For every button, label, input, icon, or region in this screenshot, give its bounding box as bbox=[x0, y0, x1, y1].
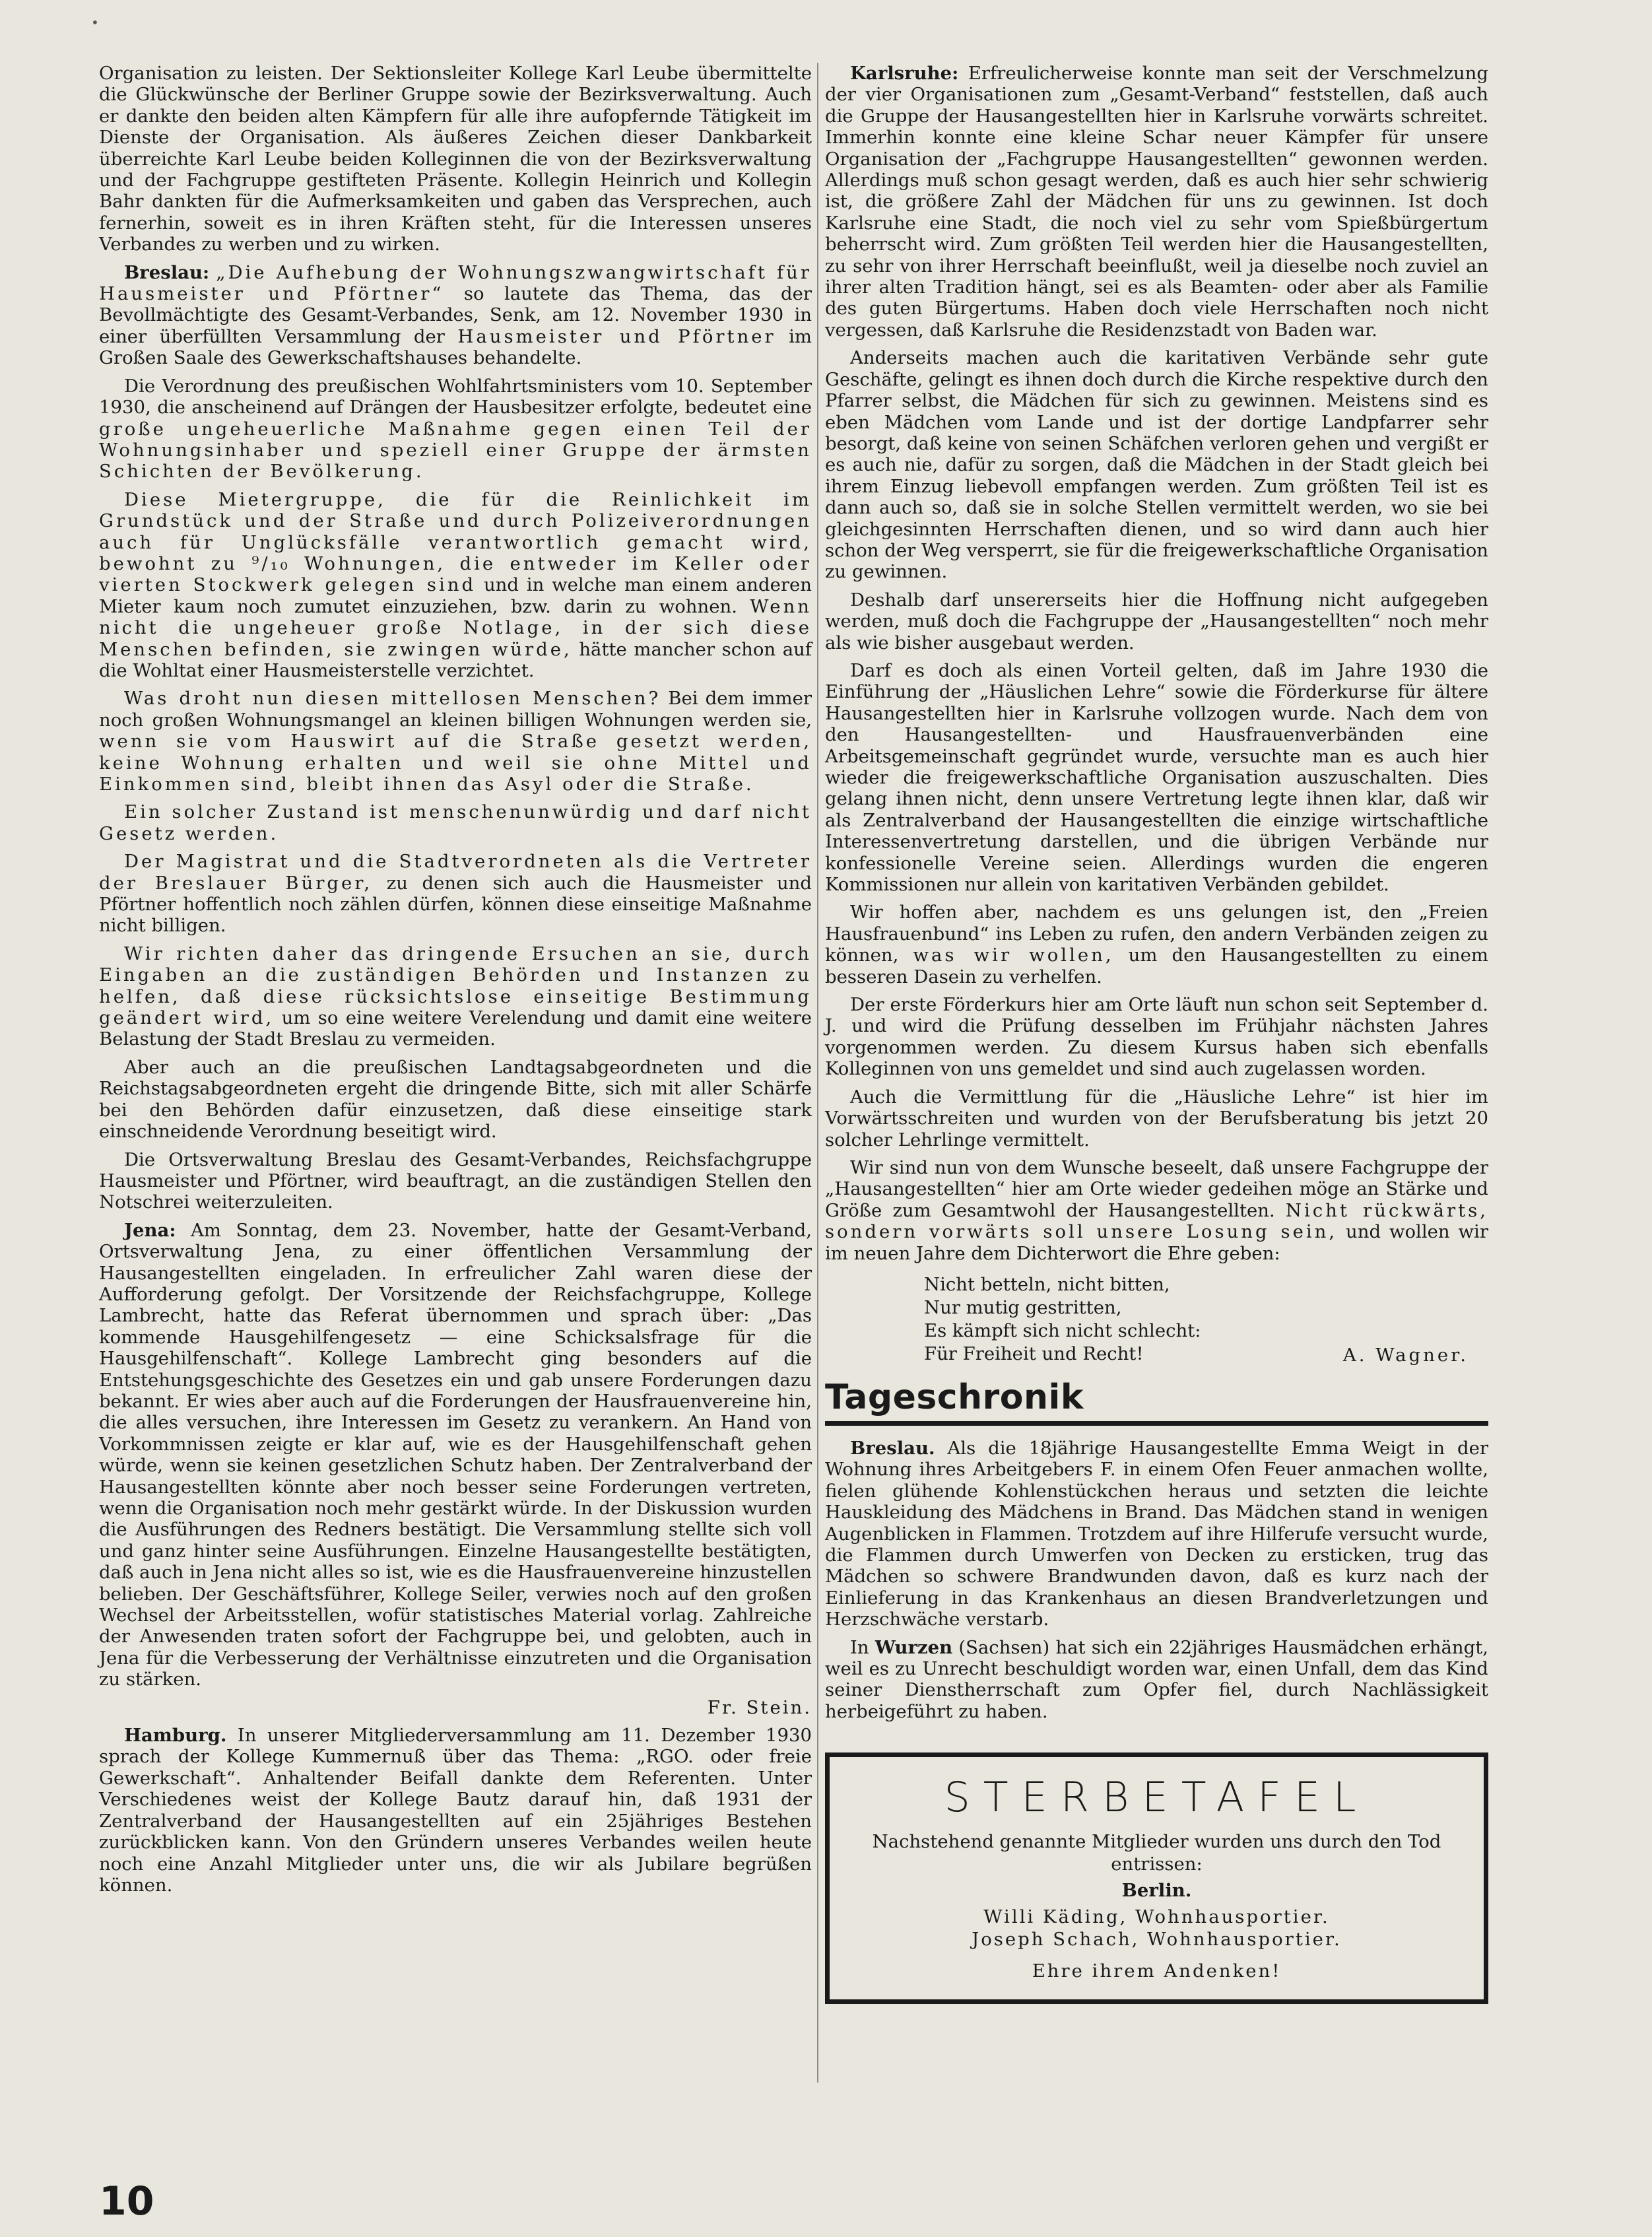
text-span: Erfreulicherweise konnte man seit der Verschmelzung der vier Organisationen zum „Gesamt-Verband“ feststellen, daß auch die Gruppe der Hausangestellten hier in Karlsruhe vorwärts schreitet. Immerhin konnte eine kleine Schar neuer Kämpfer für unsere Organisation der „Fachgruppe Hausangestellten“ gewonnen werden. Allerdings muß schon gesagt werden, daß es auch hier sehr schwierig ist, die größere Zahl der Mädchen für uns zu gewinnen. Ist doch Karlsruhe eine Stadt, die noch viel zu sehr vom Spießbürgertum beherrscht wird. Zum größten Teil werden hier die Hausangestellten, zu sehr von ihrer Herrschaft beeinflußt, weil ja dieselbe noch zuviel an ihrer alten Tradition hängt, sei es als Beamten- oder aber als Familie des guten Bürgertums. Haben doch viele Herrschaften noch nicht vergessen, daß Karlsruhe die Residenzstadt von Baden war. bbox=[825, 63, 1488, 341]
paragraph bbox=[99, 943, 812, 1050]
paragraph: Anderseits machen auch die karitativen Verbände sehr gute Geschäfte, gelingt es ihnen doch durch die Kirche respektive durch den Pfarrer selbst, die Mädchen für sich zu gewinnen. Meistens sind es eben Mädchen vom Lande und ist der dortige Landpfarrer sehr besorgt, daß keine von seinen Schäfchen verloren gehen und vergißt er es auch nie, dafür zu sorgen, daß die Mädchen in der Stadt gleich bei ihrem Einzug liebevoll empfangen werden. Zum größten Teil ist es dann auch so, daß sie in solche Stellen vermittelt werden, wo sie bei gleichgesinnten Herrschaften dienen, und so wird dann auch hier schon der Weg versperrt, sie für die freigewerkschaftliche Organisation zu gewinnen. bbox=[825, 347, 1488, 583]
page-number: 10 bbox=[99, 2178, 154, 2224]
report-karlsruhe bbox=[825, 63, 1488, 341]
spaced-text: Wir richten daher das dringende Ersuchen an sie, durch Eingaben an die zuständigen Behörden und Instanzen zu helfen, daß diese rücksichtslose einseitige Bestimmung geändert wird, bbox=[99, 943, 812, 1029]
spaced-text: was wir wollen, bbox=[913, 945, 1114, 966]
report-jena bbox=[99, 1220, 812, 1690]
report-breslau bbox=[99, 262, 812, 369]
paragraph: Darf es doch als einen Vorteil gelten, daß im Jahre 1930 die Einführung der „Häuslichen Lehre“ sowie die Förderkurse für ältere Hausangestellten hier in Karlsruhe vollzogen wurde. Nach dem von den Hausangestellten- und Hausfrauenverbänden eine Arbeitsgemeinschaft gegründet wurde, versuchte man es auch hier wieder die freigewerkschaftliche Organisation auszuschalten. Dies gelang ihnen nicht, denn unsere Vertretung legte ihnen klar, daß wir als Zentralverband der Hausangestellten die einzige wirtschaftliche Interessenvertretung darstellen, und die übrigen Verbände nur konfessionelle Vereine seien. Allerdings wurden die engeren Kommissionen nur allein von karitativen Verbänden gebildet. bbox=[825, 659, 1488, 896]
spaced-text: Was droht nun diesen mittellosen Menschen? bbox=[124, 688, 661, 710]
text-span: Wir sind nun von dem Wunsche beseelt, daß unsere Fachgruppe der „Hausangestellten“ hier am Orte wieder gedeihen möge an Stärke und Größe zum Gesamtwohl der Hausangestellten. bbox=[825, 1156, 1488, 1221]
spaced-title: „Die Aufhebung der Wohnungszwangwirtschaft für Hausmeister und Pförtner“ bbox=[99, 261, 812, 305]
paragraph: Deshalb darf unsererseits hier die Hoffnung nicht aufgegeben werden, muß doch die Fachgruppe der „Hausangestellten“ noch mehr als wie bisher ausgebaut werden. bbox=[825, 589, 1488, 653]
text-span: hätte mancher schon auf die Wohltat einer Hausmeisterstelle verzichtet. bbox=[99, 638, 812, 681]
text-span: Bei dem immer noch großen Wohnungsmangel an kleinen billigen Wohnungen werden sie, bbox=[99, 688, 812, 731]
paragraph-continuation: Organisation zu leisten. Der Sektionsleiter Kollege Karl Leube übermittelte die Glückwünsche der Berliner Gruppe sowie der Bezirksverwaltung. Auch er dankte den beiden alten Kämpfern für alle ihre aufopfernde Tätigkeit im Dienste der Organisation. Als äußeres Zeichen dieser Dankbarkeit überreichte Karl Leube beiden Kolleginnen die von der Bezirksverwaltung und der Fachgruppe gestifteten Präsente. Kollegin Heinrich und Kollegin Bahr dankten für die Aufmerksamkeiten und gaben das Versprechen, auch fernerhin, soweit es in ihren Kräften steht, für die Interessen unseres Verbandes zu werben und zu wirken. bbox=[99, 63, 812, 255]
text-span: und in welche man einem anderen Mieter kaum noch zumutet einzuziehen, bzw. darin zu wohnen. bbox=[99, 574, 812, 617]
spaced-text: Wenn nicht die ungeheuer große Notlage, in der sich diese Menschen befinden, sie zwingen würde, bbox=[99, 595, 812, 660]
place-name: Jena: bbox=[124, 1219, 176, 1241]
text-span: Als die 18jährige Hausangestellte Emma Weigt in der Wohnung ihres Arbeitgebers F. in einem Ofen Feuer anmachen wollte, fielen glühende Kohlenstückchen heraus und setzten die leichte Hauskleidung des Mädchens in Brand. Das Mädchen stand in wenigen Augenblicken in Flammen. Trotzdem auf ihre Hilferufe versucht wurde, die Flammen durch Umwerfen von Decken zu ersticken, trug das Mädchen so schwere Brandwunden davon, daß es kurz nach der Einlieferung in das Krankenhaus an diesen Brandverletzungen und Herzschwäche verstarb. bbox=[825, 1437, 1488, 1630]
paragraph bbox=[99, 376, 812, 483]
text-span: im Großen Saale des Gewerkschaftshauses behandelte. bbox=[99, 325, 812, 369]
obituary-title: STERBETAFEL bbox=[944, 1773, 1370, 1822]
poem-author: A. Wagner. bbox=[1342, 1344, 1469, 1366]
paragraph bbox=[99, 851, 812, 937]
place-name: Karlsruhe: bbox=[850, 63, 959, 84]
paragraph: Die Ortsverwaltung Breslau des Gesamt-Verbandes, Reichsfachgruppe Hausmeister und Pförtner, wird beauftragt, an die zuständigen Stellen den Notschrei weiterzuleiten. bbox=[99, 1149, 812, 1213]
spaced-text: Nicht rückwärts, sondern vorwärts soll unsere Losung sein, bbox=[825, 1199, 1488, 1243]
text-span: zu denen sich auch die Hausmeister und Pförtner hoffentlich noch zählen dürfen, können diese einseitige Maßnahme nicht billigen. bbox=[99, 872, 812, 937]
section-heading: Tageschronik bbox=[825, 1377, 1084, 1417]
paragraph: Auch die Vermittlung für die „Häusliche Lehre“ ist hier im Vorwärtsschreiten und wurden von der Berufsberatung bis jetzt 20 solcher Lehrlinge vermittelt. bbox=[825, 1086, 1488, 1151]
spaced-text: wenn sie vom Hauswirt auf die Straße gesetzt werden, keine Wohnung erhalten und weil sie ohne Mittel und Einkommen sind, bleibt ihnen das Asyl oder die Straße. bbox=[99, 731, 812, 795]
text-span: Wir hoffen aber, nachdem es uns gelungen ist, den „Freien Hausfrauenbund“ ins Leben zu rufen, den andern Verbänden zeigen zu können, bbox=[825, 902, 1488, 966]
obituary-name: Willi Käding, Wohnhausportier. bbox=[983, 1906, 1330, 1928]
poem-line: Nur mutig gestritten, bbox=[924, 1296, 1122, 1318]
obituary-intro: Nachstehend genannte Mitglieder wurden uns durch den Tod entrissen: bbox=[872, 1831, 1441, 1875]
obituary-closing: Ehre ihrem Andenken! bbox=[1032, 1960, 1282, 1982]
left-column bbox=[99, 63, 812, 1902]
poem-line: Nicht betteln, nicht bitten, bbox=[924, 1273, 1170, 1295]
spaced-text: Diese Mietergruppe, die für die Reinlichkeit im Grundstück und der Straße und durch Polizeiverordnungen auch für Unglücksfälle verantwortlich gemacht wird, bewohnt zu ⁹/₁₀ Wohnungen, die entweder im Keller oder vierten Stockwerk gelegen sind bbox=[99, 488, 812, 596]
text-span: um so eine weitere Verelendung und damit eine weitere Belastung der Stadt Breslau zu vermeiden. bbox=[99, 1007, 812, 1050]
text-span: Am Sonntag, dem 23. November, hatte der Gesamt-Verband, Ortsverwaltung Jena, zu einer öffentlichen Versammlung der Hausangestellten eingeladen. In erfreulicher Zahl waren diese der Aufforderung gefolgt. Der Vorsitzende der Reichsfachgruppe, Kollege Lambrecht, hatte das Referat übernommen und sprach über: „Das kommende Hausgehilfengesetz — eine Schicksalsfrage für die Hausgehilfenschaft“. Kollege Lambrecht ging besonders auf die Entstehungsgeschichte des Gesetzes ein und gab unsere Forderungen dazu bekannt. Er wies aber auch auf die Forderungen der Hausfrauenvereine hin, die alles versuchen, ihre Interessen im Gesetz zu verankern. An Hand von Vorkommnissen zeigte er klar auf, wie es der Hausgehilfenschaft gehen würde, wenn sie keinen gesetzlichen Schutz haben. Der Zentralverband der Hausangestellten könnte aber noch besser seine Forderungen vertreten, wenn die Organisation noch mehr gestärkt würde. In der Diskussion wurden die Ausführungen des Redners bestätigt. Die Versammlung stellte sich voll und ganz hinter seine Ausführungen. Einzelne Hausangestellte bestätigten, daß auch in Jena nicht alles so ist, wie es die Hausfrauenvereine hinzustellen belieben. Der Geschäftsführer, Kollege Seiler, verwies noch auf den großen Wechsel der Arbeitsstellen, wofür statistisches Material vorlag. Zahlreiche der Anwesenden traten sofort der Fachgruppe bei, und gelobten, auch in Jena für die Verbesserung der Verhältnisse einzutreten und die Organisation zu stärken. bbox=[99, 1219, 812, 1690]
place-name: Hamburg. bbox=[124, 1725, 227, 1747]
poem-line: Es kämpft sich nicht schlecht: bbox=[924, 1319, 1201, 1341]
column-divider bbox=[817, 63, 818, 2083]
spaced-text: Der Magistrat und die Stadtverordneten als die Vertreter der Breslauer Bürger, bbox=[99, 851, 812, 894]
text-span: In unserer Mitgliederversammlung am 11. Dezember 1930 sprach der Kollege Kummernuß über das Thema: „RGO. oder freie Gewerkschaft“. Anhaltender Beifall dankte dem Referenten. Unter Verschiedenes weist der Kollege Bautz darauf hin, daß 1931 der Zentralverband der Hausangestellten auf ein 25jähriges Bestehen zurückblicken kann. Von den Gründern unseres Verbandes weilen heute noch eine Anzahl Mitglieder unter uns, die wir als Jubilare begrüßen können. bbox=[99, 1725, 812, 1896]
heading-rule bbox=[825, 1421, 1488, 1426]
chronicle-item bbox=[825, 1637, 1488, 1723]
obituary-box bbox=[825, 1753, 1488, 2004]
report-hamburg bbox=[99, 1725, 812, 1896]
place-name: Wurzen bbox=[875, 1636, 953, 1658]
text-span: um den Hausangestellten zu einem besseren Dasein zu verhelfen. bbox=[825, 945, 1488, 987]
text-span: (Sachsen) hat sich ein 22jähriges Hausmädchen erhängt, weil es zu Unrecht beschuldigt worden war, einen Unfall, dem das Kind seiner Dienstherrschaft zum Opfer fiel, durch Nachlässigkeit herbeigeführt zu haben. bbox=[825, 1636, 1488, 1722]
paragraph: Ein solcher Zustand ist menschenunwürdig und darf nicht Gesetz werden. bbox=[99, 801, 812, 844]
place-name: Breslau. bbox=[850, 1437, 935, 1459]
paragraph bbox=[825, 1157, 1488, 1264]
paragraph bbox=[99, 489, 812, 682]
obituary-city: Berlin. bbox=[1121, 1880, 1192, 1902]
paragraph: Aber auch an die preußischen Landtagsabgeordneten und die Reichstagsabgeordneten ergeht die dringende Bitte, sich mit aller Schärfe bei den Behörden dafür einzusetzen, daß diese einseitige stark einschneidende Verordnung beseitigt wird. bbox=[99, 1056, 812, 1143]
paragraph bbox=[99, 688, 812, 795]
obituary-name: Joseph Schach, Wohnhausportier. bbox=[972, 1929, 1342, 1951]
text-span: und wollen wir im neuen Jahre dem Dichterwort die Ehre geben: bbox=[825, 1221, 1488, 1264]
text-span: so lautete das Thema, das der Bevollmächtigte des Gesamt-Verbandes, Senk, am 12. November 1930 in einer überfüllten Versammlung der bbox=[99, 283, 812, 347]
signature: Fr. Stein. bbox=[707, 1696, 812, 1718]
poem bbox=[825, 1273, 1488, 1366]
paragraph bbox=[825, 902, 1488, 987]
right-column bbox=[825, 63, 1488, 2004]
spaced-text: große ungeheuerliche Maßnahme gegen einen Teil der Wohnungsinhaber und speziell einer Gruppe der ärmsten Schichten der Bevölkerung. bbox=[99, 418, 812, 483]
poem-line: Für Freiheit und Recht! bbox=[924, 1343, 1144, 1364]
spaced-text: Hausmeister und Pförtner bbox=[457, 325, 776, 347]
place-name: Breslau: bbox=[124, 261, 210, 283]
paragraph: Der erste Förderkurs hier am Orte läuft nun schon seit September d. J. und wird die Prüfung desselben im Frühjahr nächsten Jahres vorgenommen werden. Zu diesem Kursus haben sich ebenfalls Kolleginnen von uns gemeldet und sind auch zugelassen worden. bbox=[825, 994, 1488, 1080]
chronicle-item bbox=[825, 1438, 1488, 1630]
page-corner-mark: • bbox=[91, 15, 99, 30]
text-span: Die Verordnung des preußischen Wohlfahrtsministers vom 10. September 1930, die anscheinend auf Drängen der Hausbesitzer erfolgte, bedeutet eine bbox=[99, 375, 812, 418]
text-span: In bbox=[850, 1636, 875, 1658]
